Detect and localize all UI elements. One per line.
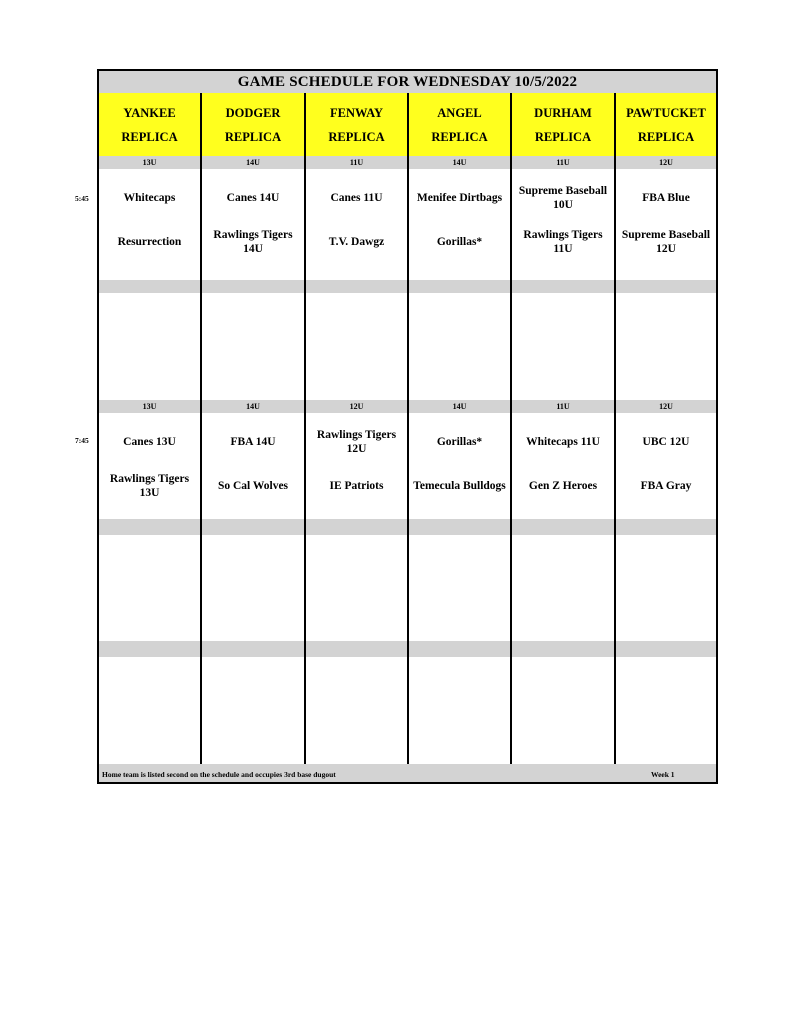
field-name: DURHAM (534, 105, 592, 120)
field-sub: REPLICA (224, 129, 282, 144)
field-header (512, 93, 616, 156)
field-sub: REPLICA (328, 129, 385, 144)
blank-cell (512, 293, 616, 400)
field-sub: REPLICA (637, 129, 695, 144)
blank-cell (202, 280, 306, 293)
home-team: Supreme Baseball 12U (621, 229, 711, 255)
blank-cell (409, 641, 512, 657)
home-team-note: Home team is listed second on the schedule and occupies 3rd base dugout (102, 770, 336, 779)
blank-cell (202, 535, 306, 641)
field-name: DODGER (225, 105, 281, 120)
away-team: FBA Blue (642, 192, 690, 204)
field-name: FENWAY (329, 105, 384, 120)
game-cell (409, 169, 512, 280)
age-group-label: 12U (306, 400, 409, 413)
field-sub: REPLICA (121, 129, 178, 144)
blank-cell (409, 293, 512, 400)
home-team: T.V. Dawgz (328, 236, 385, 248)
slot-1-time: 5:45 (75, 194, 89, 203)
game-cell (202, 413, 306, 519)
away-team: Canes 13U (123, 436, 176, 448)
field-name: PAWTUCKET (626, 105, 706, 120)
game-row-slot-2 (99, 413, 716, 521)
away-team: Whitecaps (123, 192, 176, 204)
schedule-sheet (97, 69, 718, 784)
home-team: So Cal Wolves (217, 480, 289, 492)
away-team: Whitecaps 11U (526, 436, 600, 448)
blank-cell (409, 519, 512, 535)
blank-cell (306, 280, 409, 293)
field-header (306, 93, 409, 156)
blank-cell (306, 293, 409, 400)
age-group-label: 14U (202, 156, 306, 169)
blank-cell (512, 641, 616, 657)
blank-cell (99, 280, 202, 293)
age-group-label: 14U (409, 400, 512, 413)
blank-cell (202, 293, 306, 400)
blank-cell (306, 535, 409, 641)
away-team: UBC 12U (642, 436, 690, 448)
empty-row (99, 535, 716, 643)
away-team: FBA 14U (230, 436, 276, 448)
game-cell (616, 413, 716, 519)
blank-cell (306, 641, 409, 657)
home-team: Rawlings Tigers 11U (523, 229, 603, 255)
blank-cell (306, 657, 409, 764)
game-cell (616, 169, 716, 280)
field-header (99, 93, 202, 156)
home-team: Rawlings Tigers 13U (109, 473, 190, 499)
blank-cell (202, 519, 306, 535)
game-cell (306, 169, 409, 280)
away-team: Gorillas* (436, 436, 483, 448)
blank-cell (99, 641, 202, 657)
empty-row (99, 657, 716, 766)
blank-cell (616, 657, 716, 764)
field-sub: REPLICA (431, 129, 488, 144)
field-header (616, 93, 716, 156)
game-cell (306, 413, 409, 519)
blank-cell (99, 535, 202, 641)
age-group-label: 14U (409, 156, 512, 169)
blank-cell (512, 519, 616, 535)
field-header-row (99, 93, 716, 158)
home-team: Gen Z Heroes (528, 480, 598, 492)
blank-cell (202, 641, 306, 657)
away-team: Rawlings Tigers 12U (316, 429, 397, 455)
age-group-label: 11U (306, 156, 409, 169)
age-group-label: 11U (512, 156, 616, 169)
home-team: Temecula Bulldogs (413, 480, 506, 492)
blank-cell (306, 519, 409, 535)
age-group-label: 12U (659, 158, 673, 167)
slot-2-time: 7:45 (75, 436, 89, 445)
field-header (202, 93, 306, 156)
blank-cell (616, 293, 716, 400)
blank-cell (99, 519, 202, 535)
game-cell (99, 169, 202, 280)
home-team: Rawlings Tigers 14U (213, 229, 293, 255)
blank-cell (99, 293, 202, 400)
home-team: FBA Gray (640, 480, 692, 492)
away-team: Menifee Dirtbags (416, 192, 503, 204)
blank-cell (616, 641, 716, 657)
field-sub: REPLICA (534, 129, 592, 144)
blank-cell (512, 280, 616, 293)
week-label: Week 1 (651, 770, 675, 779)
game-cell (512, 169, 616, 280)
blank-cell (409, 535, 512, 641)
blank-cell (409, 280, 512, 293)
field-header (409, 93, 512, 156)
game-cell (99, 413, 202, 519)
blank-cell (409, 657, 512, 764)
game-row-slot-1 (99, 169, 716, 282)
away-team: Canes 11U (330, 192, 383, 204)
blank-cell (99, 657, 202, 764)
empty-row (99, 293, 716, 402)
home-team: IE Patriots (329, 480, 384, 492)
home-team: Resurrection (117, 236, 182, 248)
blank-cell (616, 519, 716, 535)
blank-cell (512, 657, 616, 764)
field-name: ANGEL (437, 105, 482, 120)
home-team: Gorillas* (436, 236, 483, 248)
age-group-label: 11U (512, 400, 616, 413)
game-cell (409, 413, 512, 519)
age-group-label: 13U (99, 400, 202, 413)
footer-row (99, 764, 716, 782)
game-cell (202, 169, 306, 280)
blank-cell (616, 535, 716, 641)
away-team: Supreme Baseball 10U (518, 185, 608, 211)
blank-cell (202, 657, 306, 764)
blank-cell (512, 535, 616, 641)
age-group-label: 14U (202, 400, 306, 413)
schedule-title: GAME SCHEDULE FOR WEDNESDAY 10/5/2022 (99, 71, 716, 95)
age-group-label: 12U (659, 402, 673, 411)
away-team: Canes 14U (226, 192, 280, 204)
field-name: YANKEE (123, 105, 176, 120)
blank-cell (616, 280, 716, 293)
age-group-label: 13U (99, 156, 202, 169)
game-cell (512, 413, 616, 519)
